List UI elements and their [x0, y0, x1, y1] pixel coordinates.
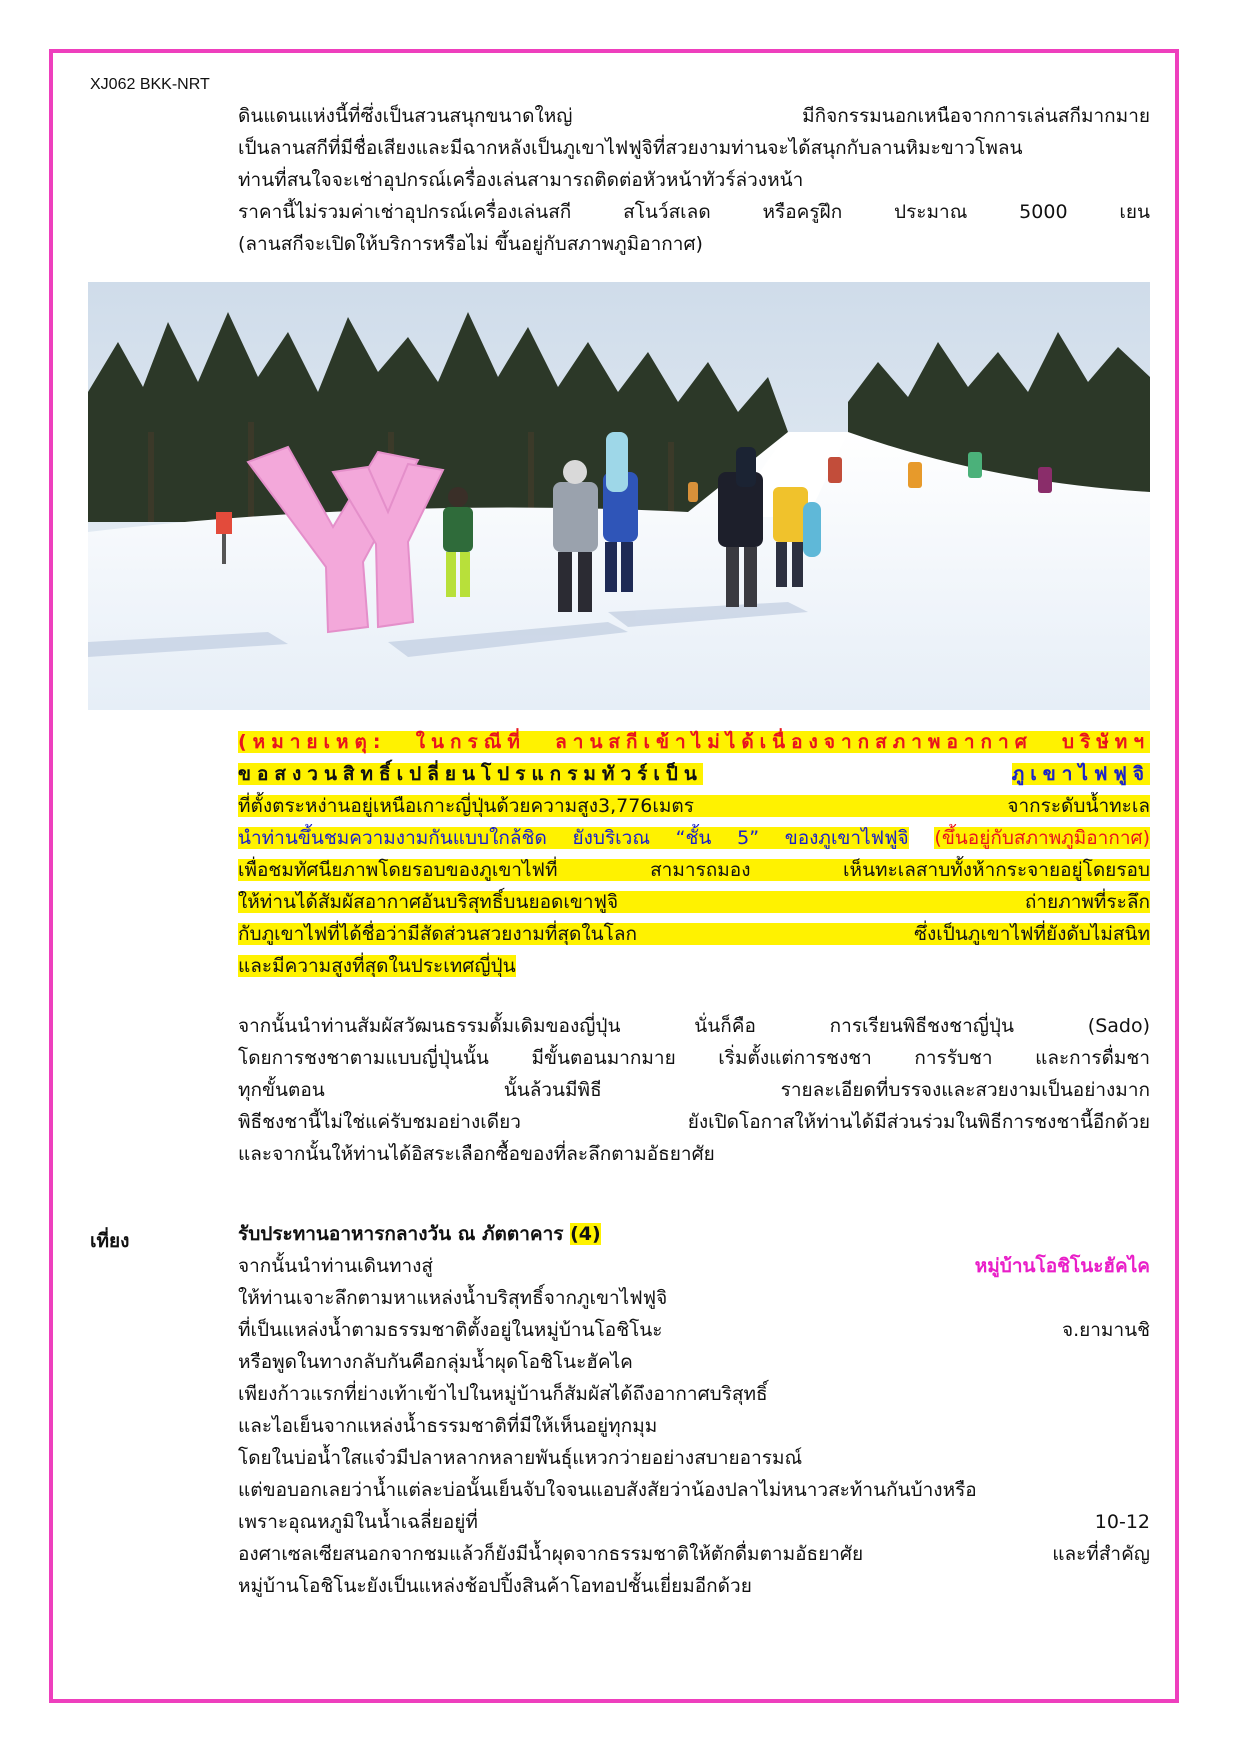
note-fuji-highlight: ภูเขาไฟฟูจิ [1011, 763, 1150, 785]
note-line: นำท่านขึ้นชมความงามกันแบบใกล้ชิด ยังบริเวณ “ชั้น 5” ของภูเขาไฟฟูจิ [238, 827, 909, 849]
intro-line: ราคานี้ไม่รวมค่าเช่าอุปกรณ์เครื่องเล่นสกี สโนว์สเลด หรือครูฝึก ประมาณ 5000 เยน [238, 201, 1150, 223]
village-paragraph [238, 1250, 1150, 1602]
tea-line: พิธีชงชานี้ไม่ใช่แค่รับชมอย่างเดียว ยังเปิดโอกาสให้ท่านได้มีส่วนร่วมในพิธีการชงชานี้อีกด้วย [238, 1111, 1150, 1133]
village-line: ที่เป็นแหล่งน้ำตามธรรมชาติตั้งอยู่ในหมู่บ้านโอชิโนะ จ.ยามานชิ [238, 1319, 1150, 1341]
village-line: หรือพูดในทางกลับกันคือกลุ่มน้ำผุดโอชิโนะฮัคไค [238, 1351, 633, 1373]
village-line: และไอเย็นจากแหล่งน้ำธรรมชาติที่มีให้เห็นอยู่ทุกมุม [238, 1415, 658, 1437]
note-program-change: ขอสงวนสิทธิ์เปลี่ยนโปรแกรมทัวร์เป็น [238, 763, 703, 785]
document-code: XJ062 BKK-NRT [90, 76, 210, 93]
village-line: โดยในบ่อน้ำใสแจ๋วมีปลาหลากหลายพันธุ์แหวกว่ายอย่างสบายอารมณ์ [238, 1447, 803, 1469]
meal-time-label: เที่ยง [90, 1230, 130, 1252]
lunch-title: รับประทานอาหารกลางวัน ณ ภัตตาคาร [238, 1223, 564, 1245]
intro-paragraph [238, 100, 1150, 260]
tea-ceremony-paragraph [238, 1010, 1150, 1170]
note-weather-warning: (ขึ้นอยู่กับสภาพภูมิอากาศ) [934, 827, 1150, 849]
village-line: องศาเซลเซียสนอกจากชมแล้วก็ยังมีน้ำผุดจากธรรมชาติให้ตักดื่มตามอัธยาศัย และที่สำคัญ [238, 1543, 1150, 1565]
note-line: ที่ตั้งตระหง่านอยู่เหนือเกาะญี่ปุ่นด้วยความสูง3,776เมตร จากระดับน้ำทะเล [238, 795, 1150, 817]
ski-scene-illustration [88, 282, 1150, 710]
tea-line: โดยการชงชาตามแบบญี่ปุ่นนั้น มีขั้นตอนมากมาย เริ่มตั้งแต่การชงชา การรับชา และการดื่มชา [238, 1047, 1150, 1069]
note-paragraph [238, 726, 1150, 982]
intro-line: ท่านที่สนใจจะเช่าอุปกรณ์เครื่องเล่นสามารถติดต่อหัวหน้าทัวร์ล่วงหน้า [238, 169, 804, 191]
ski-resort-photo [88, 282, 1150, 710]
intro-line: (ลานสกีจะเปิดให้บริการหรือไม่ ขึ้นอยู่กับสภาพภูมิอากาศ) [238, 233, 703, 255]
lunch-heading [238, 1218, 1150, 1250]
village-line: เพราะอุณหภูมิในน้ำเฉลี่ยอยู่ที่ 10-12 [238, 1511, 1150, 1533]
note-line: ให้ท่านได้สัมผัสอากาศอันบริสุทธิ์บนยอดเขาฟูจิ ถ่ายภาพที่ระลึก [238, 891, 1150, 913]
note-line: กับภูเขาไฟที่ได้ชื่อว่ามีสัดส่วนสวยงามที่สุดในโลก ซึ่งเป็นภูเขาไฟที่ยังดับไม่สนิท [238, 923, 1150, 945]
tea-line: ทุกขั้นตอน นั้นล้วนมีพิธี รายละเอียดที่บรรจงและสวยงามเป็นอย่างมาก [238, 1079, 1150, 1101]
note-line: เพื่อชมทัศนียภาพโดยรอบของภูเขาไฟที่ สามารถมอง เห็นทะเลสาบทั้งห้ากระจายอยู่โดยรอบ [238, 859, 1150, 881]
village-line: ให้ท่านเจาะลึกตามหาแหล่งน้ำบริสุทธิ์จากภูเขาไฟฟูจิ [238, 1287, 668, 1309]
village-intro: จากนั้นนำท่านเดินทางสู่ [238, 1255, 434, 1277]
village-line: หมู่บ้านโอชิโนะยังเป็นแหล่งช้อปปิ้งสินค้าโอทอปชั้นเยี่ยมอีกด้วย [238, 1575, 752, 1597]
tea-line: และจากนั้นให้ท่านได้อิสระเลือกซื้อของที่ละลึกตามอัธยาศัย [238, 1143, 715, 1165]
village-line: เพียงก้าวแรกที่ย่างเท้าเข้าไปในหมู่บ้านก็สัมผัสได้ถึงอากาศบริสุทธิ์ [238, 1383, 768, 1405]
intro-line: ดินแดนแห่งนี้ที่ซึ่งเป็นสวนสนุกขนาดใหญ่ มีกิจกรรมนอกเหนือจากการเล่นสกีมากมาย [238, 105, 1150, 127]
meal-number: (4) [570, 1223, 601, 1245]
village-line: แต่ขอบอกเลยว่าน้ำแต่ละบ่อนั้นเย็นจับใจจนแอบสังสัยว่าน้องปลาไม่หนาวสะท้านกันบ้างหรือ [238, 1479, 977, 1501]
note-line: และมีความสูงที่สุดในประเทศญี่ปุ่น [238, 955, 516, 977]
note-title: (หมายเหตุ: ในกรณีที่ ลานสกีเข้าไม่ได้เนื่องจากสภาพอากาศ บริษัทฯ [238, 731, 1150, 753]
village-name-highlight: หมู่บ้านโอชิโนะฮัคไค [974, 1255, 1150, 1277]
tea-line: จากนั้นนำท่านสัมผัสวัฒนธรรมดั้มเดิมของญี่ปุ่น นั่นก็คือ การเรียนพิธีชงชาญี่ปุ่น (Sado) [238, 1015, 1150, 1037]
intro-line: เป็นลานสกีที่มีชื่อเสียงและมีฉากหลังเป็นภูเขาไฟฟูจิที่สวยงามท่านจะได้สนุกกับลานหิมะขาวโพลน [238, 137, 1023, 159]
